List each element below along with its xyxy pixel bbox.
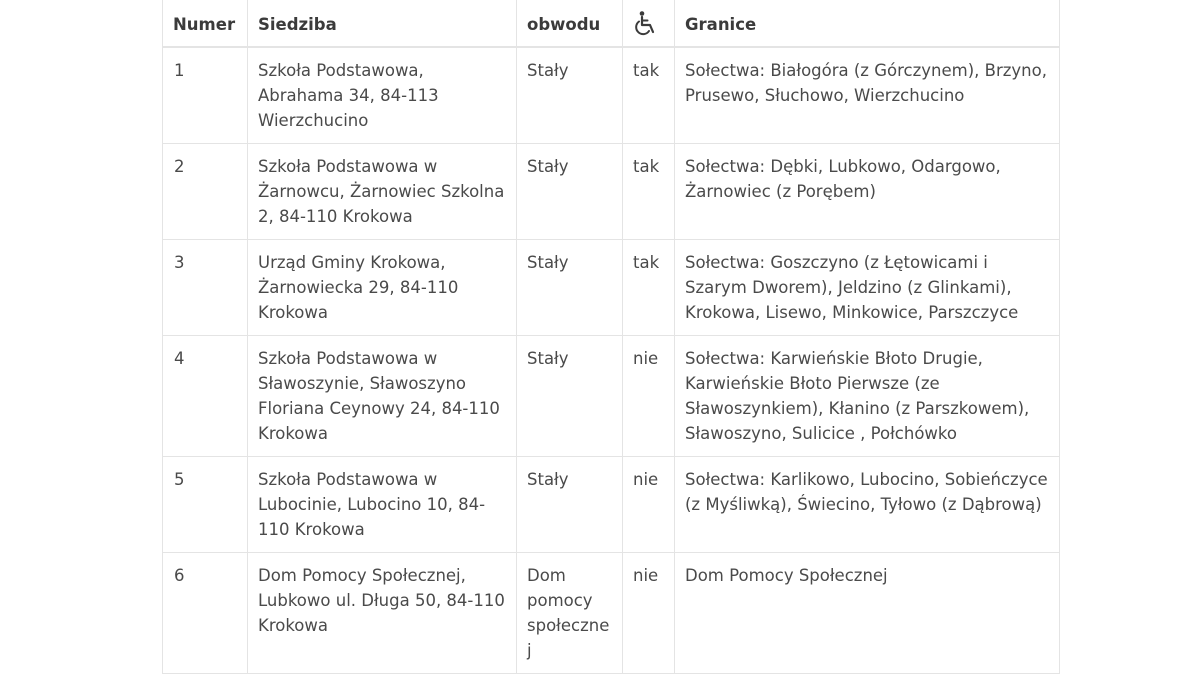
cell-number: 2 xyxy=(163,144,248,240)
cell-seat: Dom Pomocy Społecznej, Lubkowo ul. Długa 50, 84-110 Krokowa xyxy=(248,553,517,674)
cell-seat: Szkoła Podstawowa, Abrahama 34, 84-113 Wierzchucino xyxy=(248,47,517,144)
cell-accessible: tak xyxy=(623,47,675,144)
cell-district-type: Dom pomocy społecznej xyxy=(517,553,623,674)
wheelchair-icon xyxy=(633,10,659,36)
table-header xyxy=(163,0,1060,47)
cell-borders: Sołectwa: Dębki, Lubkowo, Odargowo, Żarnowiec (z Porębem) xyxy=(675,144,1060,240)
table-row xyxy=(163,144,1060,240)
polling-stations-table-wrapper xyxy=(162,0,1059,674)
cell-accessible: tak xyxy=(623,144,675,240)
cell-accessible: nie xyxy=(623,457,675,553)
cell-district-type: Stały xyxy=(517,336,623,457)
cell-number: 5 xyxy=(163,457,248,553)
header-number: Numer xyxy=(163,0,248,47)
table-body xyxy=(163,47,1060,674)
cell-borders: Dom Pomocy Społecznej xyxy=(675,553,1060,674)
cell-borders: Sołectwa: Karwieńskie Błoto Drugie, Karwieńskie Błoto Pierwsze (ze Sławoszynkiem), Kłanino (z Parszkowem), Sławoszyno, Sulicice , Połchówko xyxy=(675,336,1060,457)
cell-accessible: tak xyxy=(623,240,675,336)
cell-seat: Szkoła Podstawowa w Sławoszynie, Sławoszyno Floriana Ceynowy 24, 84-110 Krokowa xyxy=(248,336,517,457)
cell-district-type: Stały xyxy=(517,47,623,144)
cell-borders: Sołectwa: Goszczyno (z Łętowicami i Szarym Dworem), Jeldzino (z Glinkami), Krokowa, Lisewo, Minkowice, Parszczyce xyxy=(675,240,1060,336)
cell-borders: Sołectwa: Białogóra (z Górczynem), Brzyno, Prusewo, Słuchowo, Wierzchucino xyxy=(675,47,1060,144)
cell-district-type: Stały xyxy=(517,240,623,336)
header-seat: Siedziba xyxy=(248,0,517,47)
table-row xyxy=(163,336,1060,457)
header-district-type: obwodu xyxy=(517,0,623,47)
cell-number: 1 xyxy=(163,47,248,144)
cell-number: 4 xyxy=(163,336,248,457)
table-row xyxy=(163,240,1060,336)
cell-district-type: Stały xyxy=(517,457,623,553)
table-row xyxy=(163,47,1060,144)
cell-borders: Sołectwa: Karlikowo, Lubocino, Sobieńczyce (z Myśliwką), Świecino, Tyłowo (z Dąbrową) xyxy=(675,457,1060,553)
polling-stations-table xyxy=(162,0,1060,674)
cell-district-type: Stały xyxy=(517,144,623,240)
header-accessibility xyxy=(623,0,675,47)
cell-accessible: nie xyxy=(623,336,675,457)
cell-seat: Urząd Gminy Krokowa, Żarnowiecka 29, 84-110 Krokowa xyxy=(248,240,517,336)
cell-number: 3 xyxy=(163,240,248,336)
cell-number: 6 xyxy=(163,553,248,674)
header-borders: Granice xyxy=(675,0,1060,47)
table-row xyxy=(163,553,1060,674)
table-row xyxy=(163,457,1060,553)
cell-accessible: nie xyxy=(623,553,675,674)
header-row xyxy=(163,0,1060,47)
cell-seat: Szkoła Podstawowa w Żarnowcu, Żarnowiec Szkolna 2, 84-110 Krokowa xyxy=(248,144,517,240)
cell-seat: Szkoła Podstawowa w Lubocinie, Lubocino 10, 84-110 Krokowa xyxy=(248,457,517,553)
